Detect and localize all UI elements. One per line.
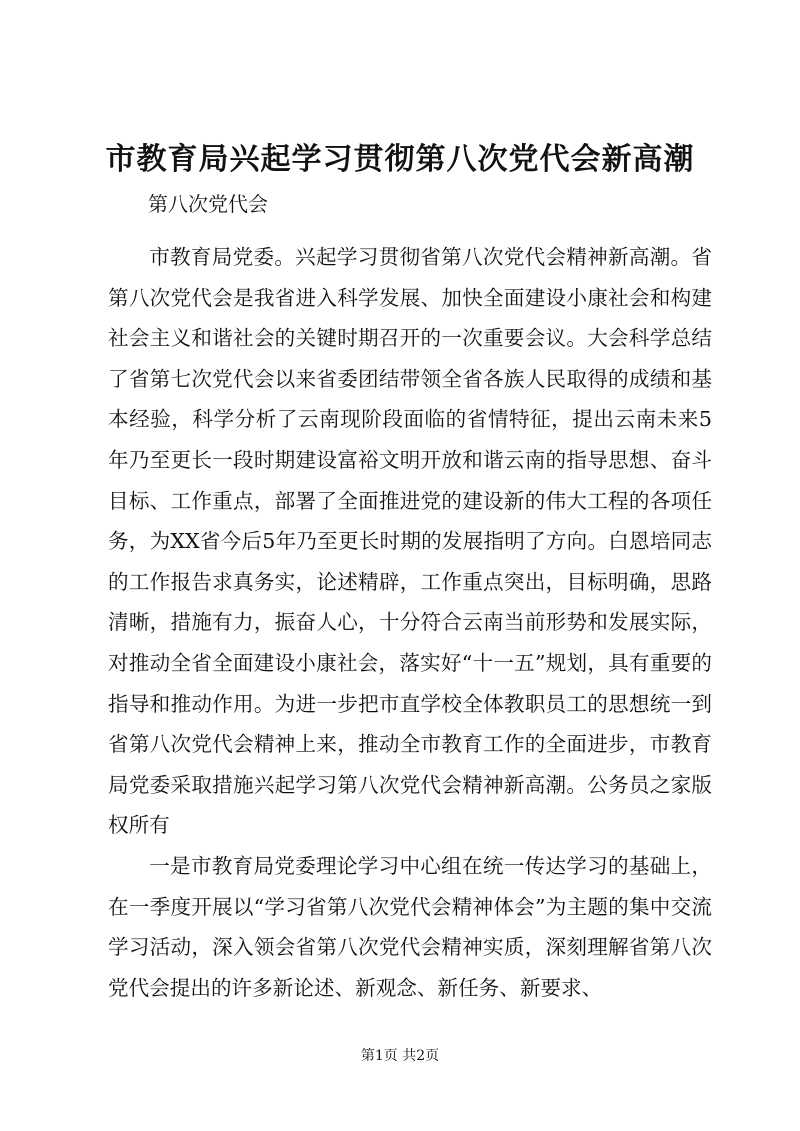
paragraph-intro: 市教育局党委。兴起学习贯彻省第八次党代会精神新高潮。省第八次党代会是我省进入科学发展、加快全面建设小康社会和构建社会主义和谐社会的关键时期召开的一次重要会议。大会科学总结了省第七次党代会以来省委团结带领全省各族人民取得的成绩和基本经验，科学分析了云南现阶段面临的省情特征，提出云南未来5年乃至更长一段时期建设富裕文明开放和谐云南的指导思想、奋斗目标、工作重点，部署了全面推进党的建设新的伟大工程的各项任务，为XX省今后5年乃至更长时期的发展指明了方向。白恩培同志的工作报告求真务实，论述精辟，工作重点突出，目标明确，思路清晰，措施有力，振奋人心，十分符合云南当前形势和发展实际，对推动全省全面建设小康社会，落实好“十一五”规划，具有重要的指导和推动作用。为进一步把市直学校全体教职员工的思想统一到省第八次党代会精神上来，推动全市教育工作的全面进步，市教育局党委采取措施兴起学习第八次党代会精神新高潮。公务员之家版权所有 [108, 245, 712, 838]
document-title: 市教育局兴起学习贯彻第八次党代会新高潮 [105, 142, 695, 177]
paragraph-first-measure: 一是市教育局党委理论学习中心组在统一传达学习的基础上，在一季度开展以“学习省第八次党代会精神体会”为主题的集中交流学习活动，深入领会省第八次党代会精神实质，深刻理解省第八次党代会提出的许多新论述、新观念、新任务、新要求、 [108, 853, 712, 1000]
document-subtitle: 第八次党代会 [148, 192, 268, 216]
document-body [108, 192, 712, 1008]
page-footer: 第1页 共2页 [360, 1048, 440, 1064]
